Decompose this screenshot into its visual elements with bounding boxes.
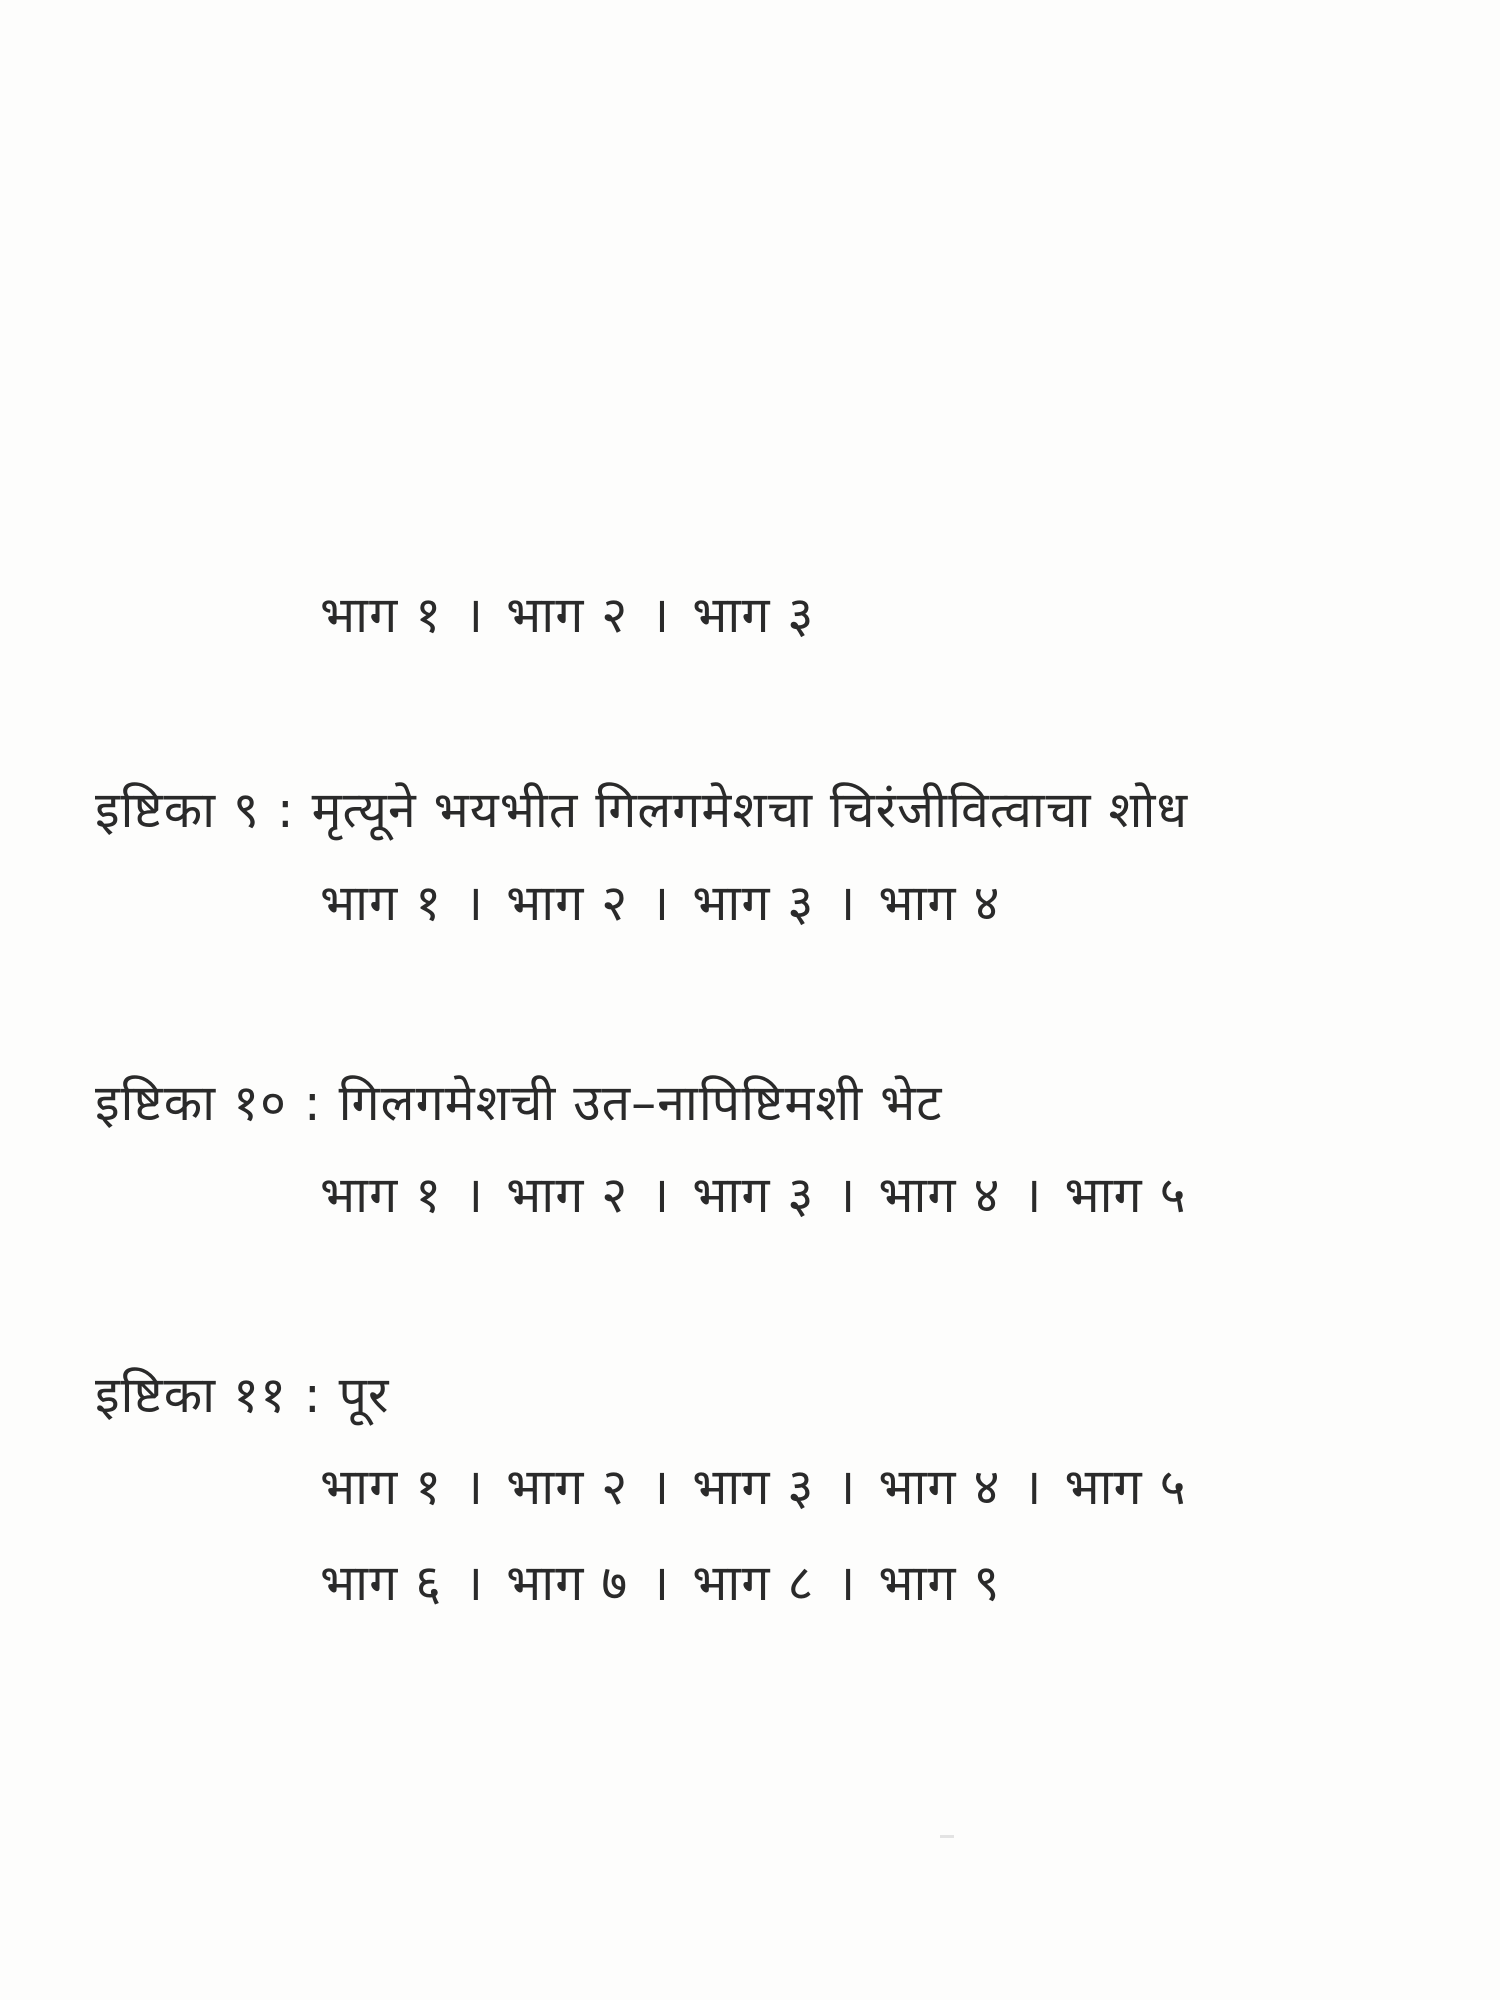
part-row — [320, 868, 1000, 938]
separator: । — [836, 1554, 857, 1612]
separator: । — [1022, 1458, 1043, 1516]
separator: । — [464, 1166, 485, 1224]
separator: । — [650, 874, 671, 932]
separator: । — [650, 586, 671, 644]
separator: । — [836, 1458, 857, 1516]
part-link[interactable]: भाग ६ — [320, 1554, 443, 1612]
part-link[interactable]: भाग ७ — [506, 1554, 629, 1612]
part-link[interactable]: भाग ३ — [692, 874, 815, 932]
scan-speck — [940, 1835, 954, 1838]
part-row — [320, 1548, 1000, 1618]
part-link[interactable]: भाग ५ — [1064, 1458, 1187, 1516]
part-link[interactable]: भाग १ — [320, 874, 443, 932]
part-link[interactable]: भाग १ — [320, 586, 443, 644]
chapter-heading-9[interactable]: इष्टिका ९ : मृत्यूने भयभीत गिलगमेशचा चिरंजीवित्वाचा शोध — [95, 781, 1189, 839]
part-link[interactable]: भाग २ — [506, 1458, 629, 1516]
part-link[interactable]: भाग ३ — [692, 1166, 815, 1224]
separator: । — [650, 1554, 671, 1612]
chapter-heading-11[interactable]: इष्टिका ११ : पूर — [95, 1366, 390, 1424]
part-link[interactable]: भाग २ — [506, 874, 629, 932]
part-link[interactable]: भाग २ — [506, 1166, 629, 1224]
part-link[interactable]: भाग १ — [320, 1166, 443, 1224]
separator: । — [464, 874, 485, 932]
part-row — [320, 1452, 1187, 1522]
separator: । — [1022, 1166, 1043, 1224]
part-link[interactable]: भाग ५ — [1064, 1166, 1187, 1224]
part-link[interactable]: भाग १ — [320, 1458, 443, 1516]
separator: । — [464, 1554, 485, 1612]
part-link[interactable]: भाग ४ — [878, 874, 1001, 932]
part-link[interactable]: भाग ३ — [692, 1458, 815, 1516]
separator: । — [650, 1458, 671, 1516]
part-link[interactable]: भाग ४ — [878, 1166, 1001, 1224]
part-link[interactable]: भाग २ — [506, 586, 629, 644]
part-link[interactable]: भाग ४ — [878, 1458, 1001, 1516]
separator: । — [464, 586, 485, 644]
part-row — [320, 580, 814, 650]
chapter-heading-10[interactable]: इष्टिका १० : गिलगमेशची उत–नापिष्टिमशी भेट — [95, 1074, 943, 1132]
separator: । — [464, 1458, 485, 1516]
separator: । — [836, 1166, 857, 1224]
part-link[interactable]: भाग ८ — [692, 1554, 815, 1612]
separator: । — [650, 1166, 671, 1224]
part-link[interactable]: भाग ३ — [692, 586, 815, 644]
separator: । — [836, 874, 857, 932]
part-link[interactable]: भाग ९ — [878, 1554, 1001, 1612]
part-row — [320, 1160, 1187, 1230]
